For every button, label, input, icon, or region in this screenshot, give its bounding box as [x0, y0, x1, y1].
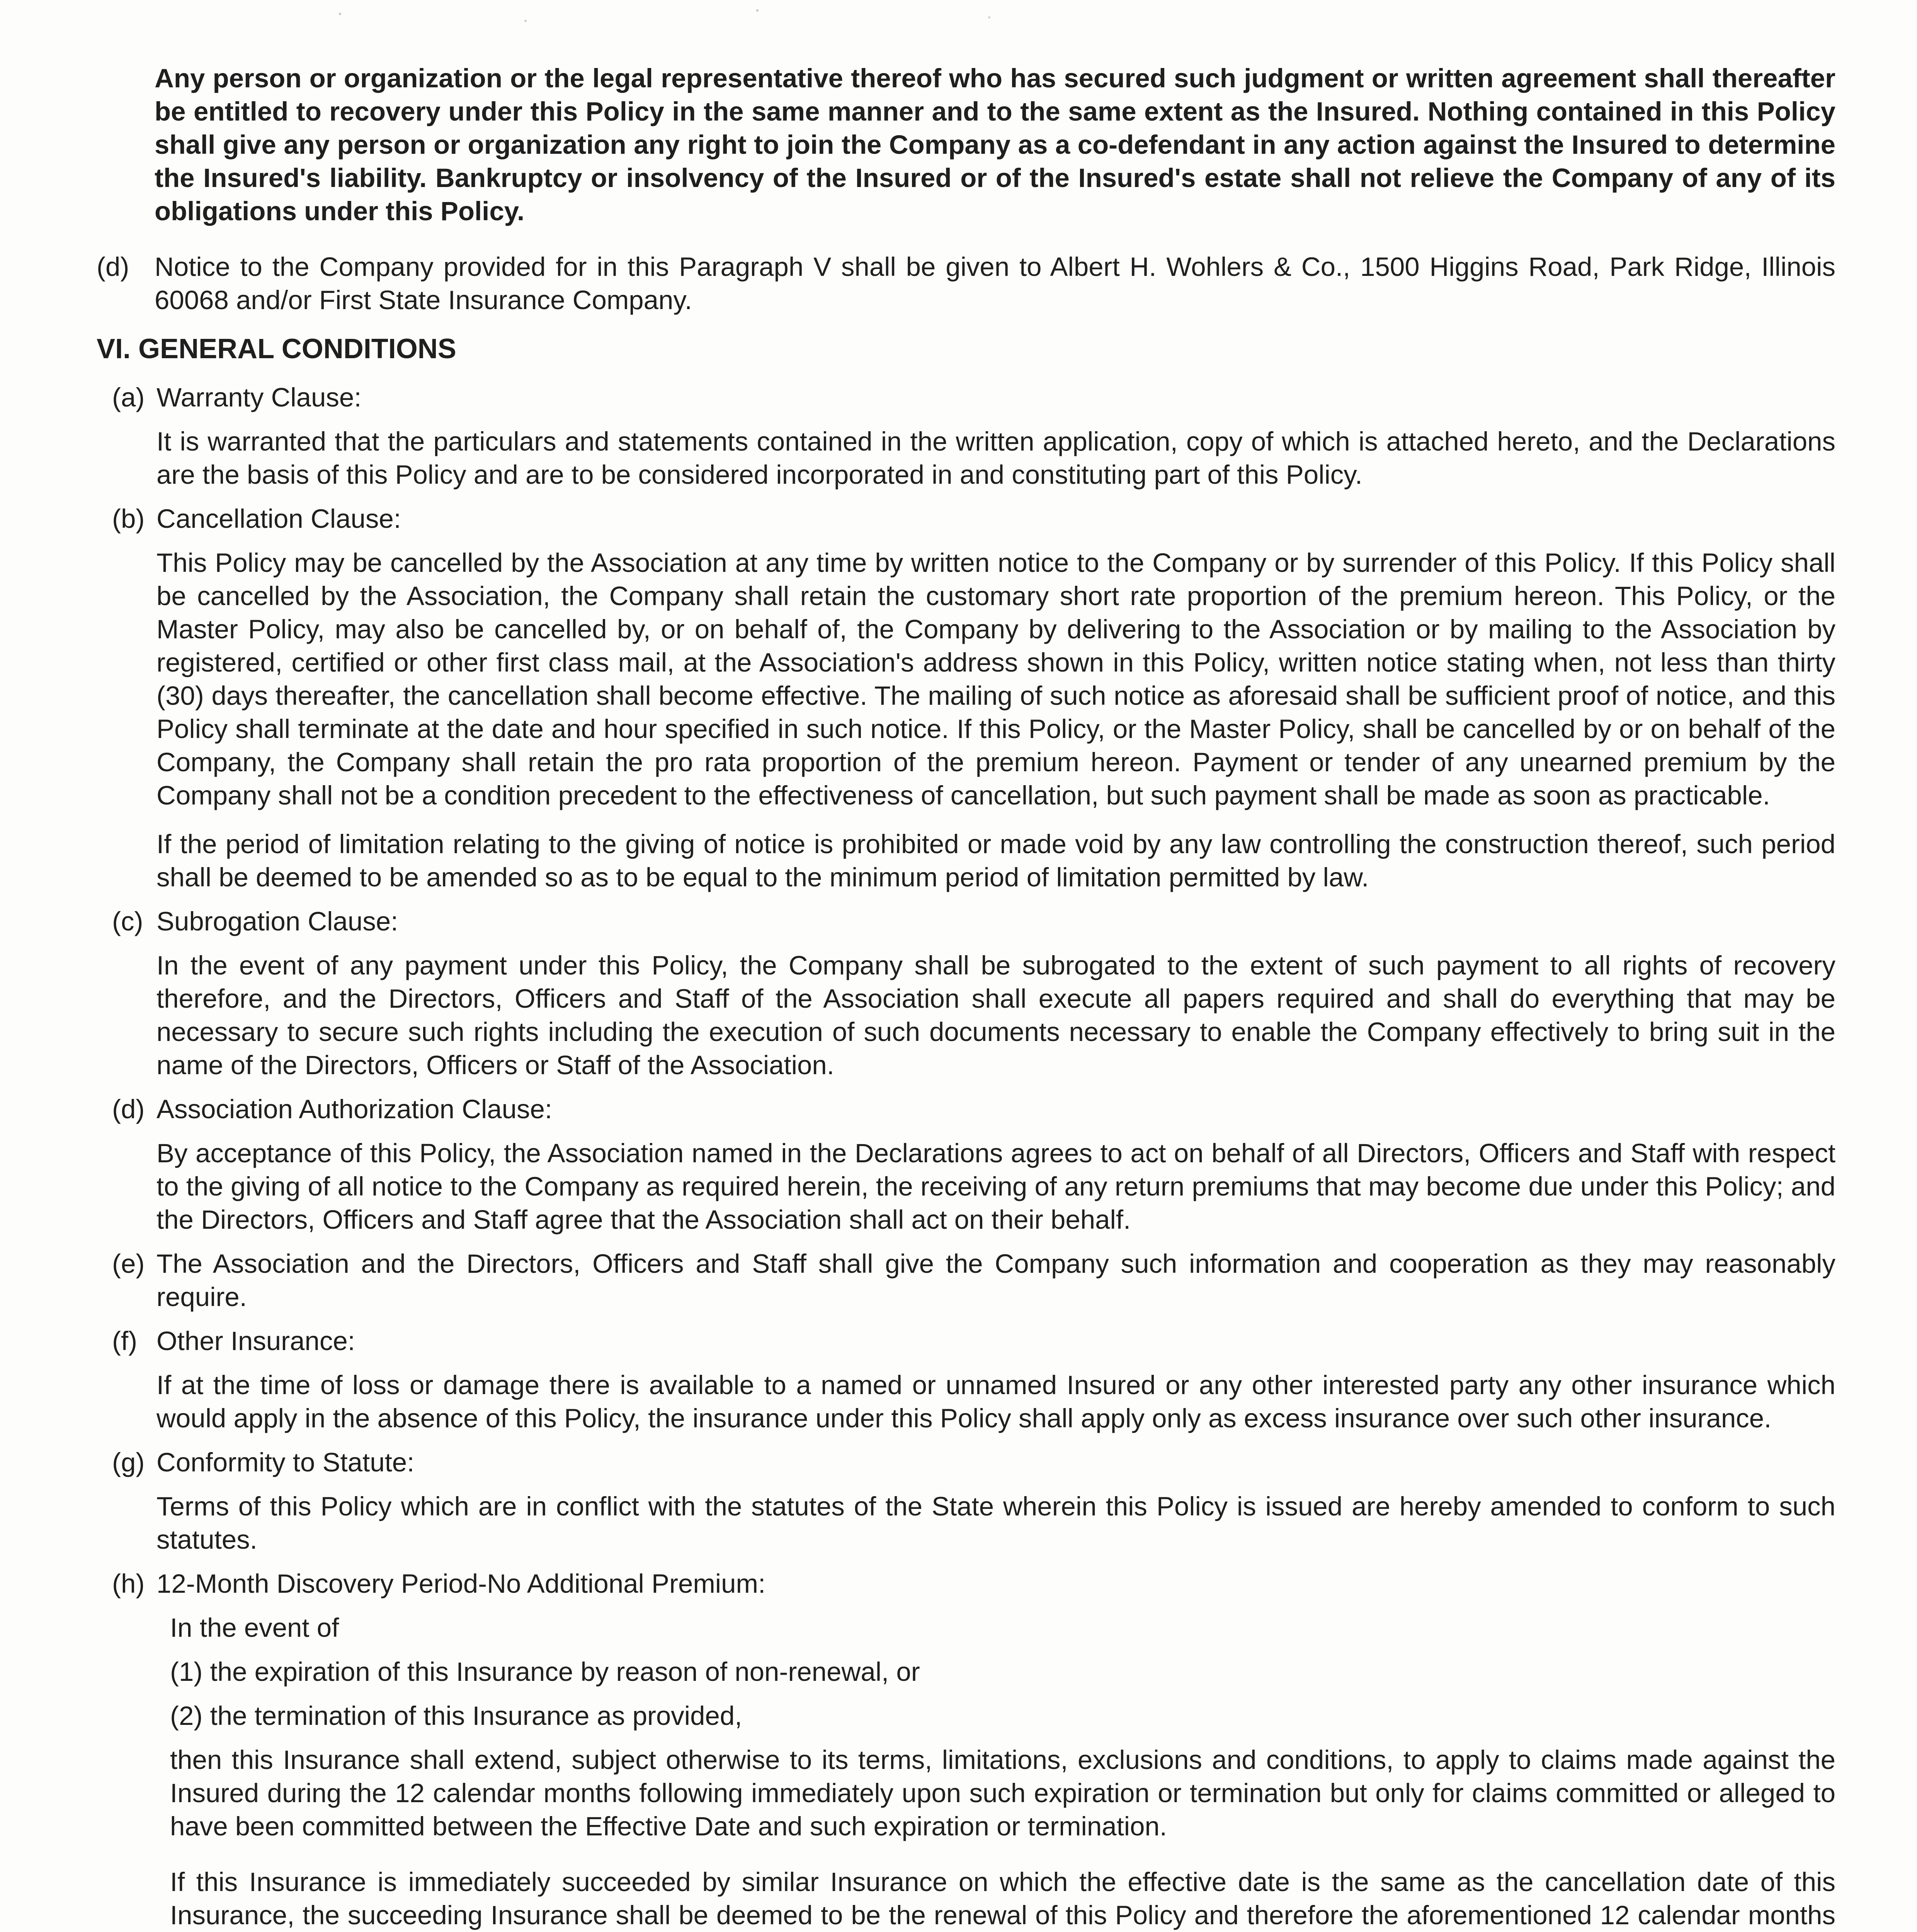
- continuation-paragraph: Any person or organization or the legal representative thereof who has secured such judgment or written agreement shall thereafter be entitled to recovery under this Policy in the same manner and to the same extent as the Insured. Nothing contained in this Policy shall give any person or organization any right to join the Company as a co-defendant in any action against the Insured to determine the Insured's liability. Bankruptcy or insolvency of the Insured or of the Insured's estate shall not relieve the Company of any of its obligations under this Policy.: [155, 63, 1835, 226]
- clause-letter: (d): [112, 1094, 145, 1124]
- clause-title: Warranty Clause:: [156, 383, 362, 412]
- clause-h-text-2: If this Insurance is immediately succeeded by similar Insurance on which the effective date is the same as the cancellation date of this Insurance, the succeeding Insurance shall be deemed to be the renewal of this Policy and therefore the aforementioned 12 calendar months: [170, 1867, 1835, 1930]
- clause-g-text: Terms of this Policy which are in conflict with the statutes of the State wherein this Policy is issued are hereby amended to conform to such statutes.: [156, 1492, 1835, 1554]
- clause-h-intro: In the event of: [170, 1613, 339, 1643]
- clause-title: Association Authorization Clause:: [156, 1094, 553, 1124]
- section-v-item-d: [97, 250, 1835, 317]
- clause-heading-g: [112, 1446, 1835, 1479]
- clause-h-item-1: (1) the expiration of this Insurance by reason of non-renewal, or: [170, 1657, 920, 1687]
- clause-a-text: It is warranted that the particulars and statements contained in the written application, copy of which is attached hereto, and the Declarations are the basis of this Policy and are to be considered incorporated in and constituting part of this Policy.: [156, 427, 1835, 490]
- clause-heading-b: [112, 502, 1835, 536]
- scan-noise: [247, 0, 1175, 35]
- clause-b-text-1: This Policy may be cancelled by the Association at any time by written notice to the Company or by surrender of this Policy. If this Policy shall be cancelled by the Association, the Company shall retain the customary short rate proportion of the premium hereon. This Policy, or the Master Policy, may also be cancelled by, or on behalf of, the Company by delivering to the Association or by mailing to the Association by registered, certified or other first class mail, at the Association's address shown in this Policy, written notice stating when, not less than thirty (30) days thereafter, the cancellation shall become effective. The mailing of such notice as aforesaid shall be sufficient proof of notice, and this Policy shall terminate at the date and hour specified in such notice. If this Policy, or the Master Policy, shall be cancelled by or on behalf of the Company, the Company shall retain the pro rata proportion of the premium hereon. Payment or tender of any unearned premium by the Company shall not be a condition precedent to the effectiveness of cancellation, but such payment shall be made as soon as practicable.: [156, 548, 1835, 810]
- clause-title: Subrogation Clause:: [156, 906, 398, 936]
- clause-e: [112, 1247, 1835, 1314]
- clause-c-text: In the event of any payment under this Policy, the Company shall be subrogated to the extent of such payment to all rights of recovery therefore, and the Directors, Officers and Staff of the Association shall execute all papers required and shall do everything that may be necessary to secure such rights including the execution of such documents necessary to enable the Company effectively to bring suit in the name of the Directors, Officers or Staff of the Association.: [156, 951, 1835, 1080]
- clause-letter: (g): [112, 1447, 145, 1477]
- clause-letter: (b): [112, 504, 145, 534]
- clause-title: Other Insurance:: [156, 1326, 355, 1356]
- clause-f-text: If at the time of loss or damage there is available to a named or unnamed Insured or any other interested party any other insurance which would apply in the absence of this Policy, the insurance under this Policy shall apply only as excess insurance over such other insurance.: [156, 1370, 1835, 1433]
- clause-letter: (c): [112, 906, 143, 936]
- clause-h-text-1: then this Insurance shall extend, subject otherwise to its terms, limitations, exclusions and conditions, to apply to claims made against the Insured during the 12 calendar months following immediately upon such expiration or termination but only for claims committed or alleged to have been committed between the Effective Date and such expiration or termination.: [170, 1745, 1835, 1841]
- clause-title: Cancellation Clause:: [156, 504, 401, 534]
- clause-d-text: By acceptance of this Policy, the Association named in the Declarations agrees to act on behalf of all Directors, Officers and Staff with respect to the giving of all notice to the Company as required herein, the receiving of any return premiums that may become due under this Policy; and the Directors, Officers and Staff agree that the Association shall act on their behalf.: [156, 1138, 1835, 1235]
- clause-letter: (a): [112, 383, 145, 412]
- clause-letter: (e): [112, 1249, 145, 1279]
- clause-letter: (f): [112, 1326, 138, 1356]
- clause-h-item-2: (2) the termination of this Insurance as provided,: [170, 1701, 742, 1731]
- clause-heading-a: [112, 381, 1835, 414]
- clause-b-text-2: If the period of limitation relating to the giving of notice is prohibited or made void by any law controlling the construction thereof, such period shall be deemed to be amended so as to be equal to the minimum period of limitation permitted by law.: [156, 829, 1835, 892]
- clause-e-text: The Association and the Directors, Officers and Staff shall give the Company such information and cooperation as they may reasonably require.: [156, 1249, 1835, 1312]
- item-letter: (d): [97, 252, 129, 282]
- clause-title: 12-Month Discovery Period-No Additional Premium:: [156, 1569, 766, 1599]
- document-body: [97, 62, 1835, 1932]
- item-text: Notice to the Company provided for in this Paragraph V shall be given to Albert H. Wohlers & Co., 1500 Higgins Road, Park Ridge, Illinois 60068 and/or First State Insurance Company.: [155, 252, 1835, 315]
- clause-heading-h: [112, 1567, 1835, 1600]
- section-title: VI. GENERAL CONDITIONS: [97, 333, 456, 364]
- clause-letter: (h): [112, 1569, 145, 1599]
- clause-heading-d: [112, 1093, 1835, 1126]
- clause-heading-f: [112, 1325, 1835, 1358]
- clause-heading-c: [112, 905, 1835, 938]
- clause-title: Conformity to Statute:: [156, 1447, 415, 1477]
